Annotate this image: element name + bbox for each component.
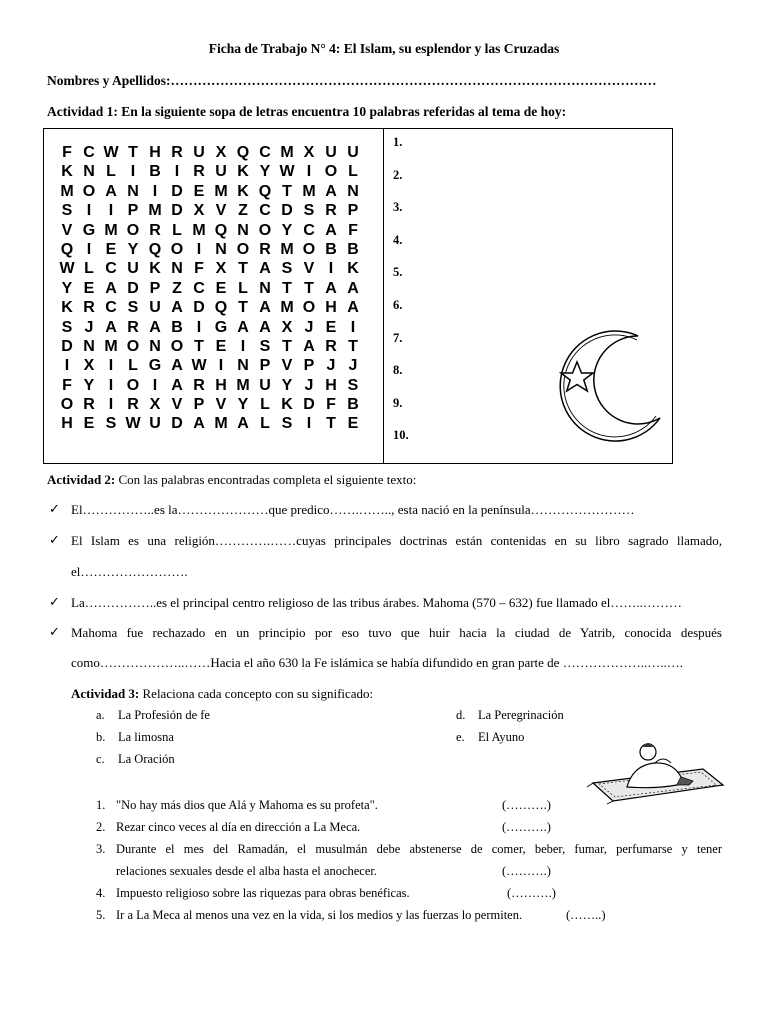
grid-letter[interactable]: O [82, 182, 96, 200]
grid-letter[interactable]: R [259, 240, 271, 258]
grid-letter[interactable]: U [149, 415, 161, 433]
grid-letter[interactable]: C [105, 299, 117, 317]
grid-letter[interactable]: T [282, 182, 292, 200]
grid-letter[interactable]: Q [60, 240, 74, 258]
grid-letter[interactable]: S [303, 202, 315, 220]
grid-letter[interactable]: Q [214, 221, 228, 239]
option-b: b. La limosna [96, 730, 174, 744]
grid-letter[interactable]: I [306, 415, 312, 433]
grid-letter[interactable]: V [303, 260, 315, 278]
option-c: c. La Oración [96, 752, 175, 766]
grid-letter[interactable]: M [302, 182, 316, 200]
grid-letter[interactable]: B [171, 318, 183, 336]
name-line: Nombres y Apellidos:……………………………………………………………………………………………… [47, 73, 657, 88]
grid-letter[interactable]: V [171, 396, 183, 414]
grid-letter[interactable]: R [127, 396, 139, 414]
grid-letter[interactable]: F [62, 144, 72, 161]
option-e: e. El Ayuno [456, 730, 525, 744]
grid-letter[interactable]: H [325, 376, 337, 394]
grid-letter[interactable]: S [281, 415, 293, 433]
grid-letter[interactable]: W [279, 163, 295, 181]
grid-letter[interactable]: V [281, 357, 293, 375]
grid-letter[interactable]: V [61, 221, 73, 239]
grid-letter[interactable]: U [149, 299, 161, 317]
grid-letter[interactable]: A [259, 318, 271, 336]
grid-letter[interactable]: V [215, 202, 227, 220]
activity3-heading [71, 686, 373, 702]
answer-item[interactable]: 10. [393, 428, 409, 443]
grid-letter[interactable]: Z [172, 279, 182, 297]
grid-letter[interactable]: V [215, 396, 227, 414]
grid-letter[interactable]: D [171, 182, 183, 200]
worksheet-title: Ficha de Trabajo N° 4: El Islam, su esplendor y las Cruzadas [208, 41, 560, 56]
grid-letter[interactable]: A [237, 415, 249, 433]
grid-letter[interactable]: T [304, 279, 314, 297]
activity2-item-4-line1: Mahoma fue rechazado en un principio por eso tuvo que huir hacia la ciudad de Yatrib, conocida después [71, 625, 722, 640]
grid-letter[interactable]: F [326, 396, 336, 414]
grid-letter[interactable]: N [83, 163, 95, 181]
grid-letter[interactable]: S [105, 415, 117, 433]
activity3-label: Actividad 3: [71, 686, 140, 701]
answer-blank-5[interactable]: (……..) [566, 908, 606, 922]
grid-letter[interactable]: X [215, 260, 227, 278]
grid-letter[interactable]: I [130, 163, 136, 181]
grid-letter[interactable]: A [325, 221, 337, 239]
grid-letter[interactable]: T [348, 337, 358, 355]
grid-letter[interactable]: G [82, 221, 96, 239]
grid-letter[interactable]: L [348, 163, 358, 181]
answer-blank-2[interactable]: (……….) [502, 820, 551, 834]
grid-letter[interactable]: U [193, 144, 205, 161]
grid-letter[interactable]: K [61, 163, 73, 181]
grid-letter[interactable]: X [215, 144, 227, 161]
concept-item-2: 2. Rezar cinco veces al día en dirección a La Meca. [96, 820, 361, 834]
grid-letter[interactable]: D [61, 337, 73, 355]
answer-item[interactable]: 6. [393, 297, 403, 312]
grid-letter[interactable]: A [325, 279, 337, 297]
grid-letter[interactable]: Q [148, 240, 162, 258]
check-icon: ✓ [49, 594, 60, 609]
answer-list [393, 134, 409, 460]
grid-letter[interactable]: B [347, 240, 359, 258]
grid-letter[interactable]: Q [258, 182, 272, 200]
grid-letter[interactable]: B [325, 240, 337, 258]
grid-letter[interactable]: P [303, 357, 315, 375]
grid-letter[interactable]: K [61, 299, 73, 317]
grid-letter[interactable]: P [127, 202, 139, 220]
grid-letter[interactable]: P [193, 396, 205, 414]
activity2-item-2-line2: el……………………. [71, 564, 188, 579]
grid-letter[interactable]: F [348, 221, 358, 239]
concept-item-3: 3. Durante el mes del Ramadán, el musulmán debe abstenerse de comer, beber, fumar, perfumarse y tener [96, 842, 722, 856]
grid-letter[interactable]: O [302, 299, 316, 317]
grid-letter[interactable]: A [237, 318, 249, 336]
grid-letter[interactable]: M [236, 376, 250, 394]
grid-letter[interactable]: P [149, 279, 161, 297]
grid-letter[interactable]: T [282, 337, 292, 355]
grid-letter[interactable]: E [83, 279, 95, 297]
grid-letter[interactable]: R [149, 221, 161, 239]
grid-letter[interactable]: N [149, 337, 161, 355]
grid-letter[interactable]: S [61, 318, 73, 336]
grid-letter[interactable]: M [192, 221, 206, 239]
grid-letter[interactable]: C [259, 144, 271, 161]
grid-letter[interactable]: O [126, 221, 140, 239]
check-icon: ✓ [49, 624, 60, 639]
grid-letter[interactable]: M [104, 337, 118, 355]
grid-letter[interactable]: M [214, 415, 228, 433]
grid-letter[interactable]: E [83, 415, 95, 433]
answer-item[interactable]: 7. [393, 330, 403, 345]
grid-letter[interactable]: C [105, 260, 117, 278]
answer-item[interactable]: 9. [393, 395, 403, 410]
activity3-instruction: Relaciona cada concepto con su significado: [139, 686, 374, 701]
activity2-heading [47, 472, 416, 488]
grid-letter[interactable]: A [171, 299, 183, 317]
grid-letter[interactable]: I [240, 337, 246, 355]
option-d: d. La Peregrinación [456, 708, 564, 722]
grid-letter[interactable]: I [350, 318, 356, 336]
grid-letter[interactable]: A [105, 279, 117, 297]
grid-letter[interactable]: I [108, 396, 114, 414]
grid-letter[interactable]: O [324, 163, 338, 181]
grid-letter[interactable]: C [303, 221, 315, 239]
grid-letter[interactable]: I [196, 318, 202, 336]
grid-letter[interactable]: H [61, 415, 73, 433]
grid-letter[interactable]: L [260, 415, 270, 433]
grid-letter[interactable]: A [347, 299, 359, 317]
grid-letter[interactable]: T [128, 144, 138, 161]
grid-letter[interactable]: W [59, 260, 75, 278]
grid-letter[interactable]: A [259, 260, 271, 278]
activity2-item-3: La……………..es el principal centro religioso de las tribus árabes. Mahoma (570 – 632) fue llamado el……..……… [71, 595, 682, 610]
answer-blank-4[interactable]: (……….) [507, 886, 556, 900]
grid-letter[interactable]: A [105, 182, 117, 200]
grid-letter[interactable]: K [237, 163, 249, 181]
grid-letter[interactable]: X [303, 144, 315, 161]
grid-letter[interactable]: D [193, 299, 205, 317]
grid-letter[interactable]: O [258, 221, 272, 239]
concept-item-3-line2: relaciones sexuales desde el alba hasta el anochecer. [116, 864, 377, 878]
grid-letter[interactable]: E [215, 337, 227, 355]
grid-letter[interactable]: D [171, 202, 183, 220]
grid-letter[interactable]: D [171, 415, 183, 433]
grid-letter[interactable]: G [214, 318, 228, 336]
grid-letter[interactable]: K [149, 260, 161, 278]
grid-letter[interactable]: T [282, 279, 292, 297]
grid-letter[interactable]: U [215, 163, 227, 181]
grid-letter[interactable]: N [259, 279, 271, 297]
grid-letter[interactable]: N [127, 182, 139, 200]
grid-letter[interactable]: S [61, 202, 73, 220]
grid-letter[interactable]: J [348, 357, 358, 375]
grid-letter[interactable]: X [193, 202, 205, 220]
activity1-instruction: Actividad 1: En la siguiente sopa de letras encuentra 10 palabras referidas al tema de hoy: [47, 104, 567, 119]
grid-letter[interactable]: L [238, 279, 248, 297]
grid-letter[interactable]: S [347, 376, 359, 394]
concept-item-1: 1. "No hay más dios que Alá y Mahoma es su profeta". [96, 798, 378, 812]
grid-letter[interactable]: S [281, 260, 293, 278]
grid-letter[interactable]: T [194, 337, 204, 355]
grid-letter[interactable]: R [193, 376, 205, 394]
concept-item-4: 4. Impuesto religioso sobre las riquezas para obras benéficas. [96, 886, 410, 900]
answer-blank-1[interactable]: (……….) [502, 798, 551, 812]
grid-letter[interactable]: R [325, 337, 337, 355]
grid-letter[interactable]: O [170, 240, 184, 258]
grid-letter[interactable]: M [104, 221, 118, 239]
praying-figure-icon [585, 735, 730, 805]
grid-letter[interactable]: Y [237, 396, 249, 414]
grid-letter[interactable]: F [62, 376, 72, 394]
grid-letter[interactable]: I [86, 240, 92, 258]
grid-letter[interactable]: Y [281, 376, 293, 394]
grid-letter[interactable]: C [259, 202, 271, 220]
grid-letter[interactable]: A [193, 415, 205, 433]
grid-letter[interactable]: X [149, 396, 161, 414]
grid-letter[interactable]: Y [127, 240, 139, 258]
grid-letter[interactable]: S [259, 337, 271, 355]
grid-letter[interactable]: M [60, 182, 74, 200]
grid-letter[interactable]: O [60, 396, 74, 414]
grid-letter[interactable]: C [83, 144, 95, 161]
grid-letter[interactable]: A [171, 376, 183, 394]
grid-letter[interactable]: J [304, 318, 314, 336]
grid-letter[interactable]: O [302, 240, 316, 258]
grid-letter[interactable]: N [83, 337, 95, 355]
grid-letter[interactable]: A [105, 318, 117, 336]
grid-letter[interactable]: J [326, 357, 336, 375]
answer-item[interactable]: 3. [393, 200, 403, 215]
grid-letter[interactable]: E [193, 182, 205, 200]
grid-letter[interactable]: Y [259, 163, 271, 181]
grid-letter[interactable]: D [303, 396, 315, 414]
grid-letter[interactable]: J [304, 376, 314, 394]
grid-letter[interactable]: A [171, 357, 183, 375]
check-icon: ✓ [49, 501, 60, 516]
grid-letter[interactable]: B [149, 163, 161, 181]
grid-letter[interactable]: D [127, 279, 139, 297]
word-search-box [43, 128, 384, 464]
grid-letter[interactable]: Y [83, 376, 95, 394]
grid-letter[interactable]: I [152, 376, 158, 394]
answer-item[interactable]: 8. [393, 363, 403, 378]
grid-letter[interactable]: I [196, 240, 202, 258]
grid-letter[interactable]: R [171, 144, 183, 161]
grid-letter[interactable]: A [303, 337, 315, 355]
grid-letter[interactable]: A [347, 279, 359, 297]
grid-letter[interactable]: O [126, 337, 140, 355]
answer-item[interactable]: 4. [393, 232, 403, 247]
grid-letter[interactable]: I [108, 376, 114, 394]
grid-letter[interactable]: I [174, 163, 180, 181]
grid-letter[interactable]: A [325, 182, 337, 200]
grid-letter[interactable]: Z [238, 202, 248, 220]
grid-letter[interactable]: W [103, 144, 119, 161]
grid-letter[interactable]: M [214, 182, 228, 200]
grid-letter[interactable]: D [281, 202, 293, 220]
grid-letter[interactable]: R [325, 202, 337, 220]
grid-letter[interactable]: B [347, 396, 359, 414]
grid-letter[interactable]: A [259, 299, 271, 317]
grid-letter[interactable]: L [84, 260, 94, 278]
grid-letter[interactable]: W [125, 415, 141, 433]
grid-letter[interactable]: A [149, 318, 161, 336]
grid-letter[interactable]: T [238, 260, 248, 278]
grid-letter[interactable]: W [191, 357, 207, 375]
grid-letter[interactable]: L [106, 163, 116, 181]
grid-letter[interactable]: N [171, 260, 183, 278]
grid-letter[interactable]: C [193, 279, 205, 297]
grid-letter[interactable]: O [170, 337, 184, 355]
check-icon: ✓ [49, 532, 60, 547]
grid-letter[interactable]: N [237, 221, 249, 239]
grid-letter[interactable]: F [194, 260, 204, 278]
grid-letter[interactable]: M [280, 240, 294, 258]
grid-letter[interactable]: R [193, 163, 205, 181]
grid-letter[interactable]: H [325, 299, 337, 317]
grid-letter[interactable]: M [280, 144, 294, 161]
grid-letter[interactable]: O [236, 240, 250, 258]
activity2-item-2-line1: El Islam es una religión………….……cuyas principales doctrinas están contenidas en su libro sagrado llamado, [71, 533, 722, 548]
crescent-star-icon [540, 318, 665, 443]
grid-letter[interactable]: R [127, 318, 139, 336]
grid-letter[interactable]: K [237, 182, 249, 200]
grid-letter[interactable]: E [105, 240, 117, 258]
grid-letter[interactable]: I [108, 202, 114, 220]
answer-blank-3[interactable]: (……….) [502, 864, 551, 878]
grid-letter[interactable]: M [280, 299, 294, 317]
grid-letter[interactable]: Q [236, 144, 250, 161]
word-search-grid [56, 143, 364, 434]
grid-letter[interactable]: Y [61, 279, 73, 297]
grid-letter[interactable]: K [347, 260, 359, 278]
grid-letter[interactable]: L [172, 221, 182, 239]
grid-letter[interactable]: X [83, 357, 95, 375]
grid-letter[interactable]: U [325, 144, 337, 161]
grid-letter[interactable]: U [259, 376, 271, 394]
grid-letter[interactable]: I [64, 357, 70, 375]
grid-letter[interactable]: R [83, 299, 95, 317]
grid-letter[interactable]: N [347, 182, 359, 200]
grid-letter[interactable]: G [148, 357, 162, 375]
grid-letter[interactable]: U [127, 260, 139, 278]
grid-letter[interactable]: U [347, 144, 359, 161]
grid-letter[interactable]: M [148, 202, 162, 220]
option-a: a. La Profesión de fe [96, 708, 210, 722]
answer-item[interactable]: 2. [393, 167, 403, 182]
grid-letter[interactable]: R [83, 396, 95, 414]
grid-letter[interactable]: I [108, 357, 114, 375]
grid-letter[interactable]: T [238, 299, 248, 317]
grid-letter[interactable]: I [86, 202, 92, 220]
grid-letter[interactable]: I [328, 260, 334, 278]
grid-letter[interactable]: N [237, 357, 249, 375]
grid-letter[interactable]: Q [214, 299, 228, 317]
grid-letter[interactable]: L [260, 396, 270, 414]
answer-item[interactable]: 5. [393, 265, 403, 280]
activity2-item-1: El……………..es la…………………que predico…….…….., esta nació en la península…………………… [71, 502, 635, 517]
grid-letter[interactable]: E [215, 279, 227, 297]
grid-letter[interactable]: P [259, 357, 271, 375]
grid-letter[interactable]: I [218, 357, 224, 375]
grid-letter[interactable]: I [152, 182, 158, 200]
grid-letter[interactable]: S [127, 299, 139, 317]
grid-letter[interactable]: P [347, 202, 359, 220]
activity2-instruction: Con las palabras encontradas completa el siguiente texto: [115, 472, 417, 487]
grid-letter[interactable]: N [215, 240, 227, 258]
activity2-item-4-line2: como………………..……Hacia el año 630 la Fe islámica se había difundido en gran parte de ………………..…..…. [71, 655, 683, 670]
grid-letter[interactable]: H [149, 144, 161, 161]
grid-letter[interactable]: J [84, 318, 94, 336]
activity2-label: Actividad 2: [47, 472, 116, 487]
grid-letter[interactable]: O [126, 376, 140, 394]
grid-letter[interactable]: I [306, 163, 312, 181]
grid-letter[interactable]: E [325, 318, 337, 336]
grid-letter[interactable]: T [326, 415, 336, 433]
grid-letter[interactable]: E [347, 415, 359, 433]
grid-letter[interactable]: K [281, 396, 293, 414]
answer-item[interactable]: 1. [393, 135, 403, 149]
grid-letter[interactable]: H [215, 376, 227, 394]
grid-letter[interactable]: Y [281, 221, 293, 239]
grid-letter[interactable]: X [281, 318, 293, 336]
concept-item-5: 5. Ir a La Meca al menos una vez en la vida, si los medios y las fuerzas lo permiten. [96, 908, 523, 922]
grid-letter[interactable]: L [128, 357, 138, 375]
